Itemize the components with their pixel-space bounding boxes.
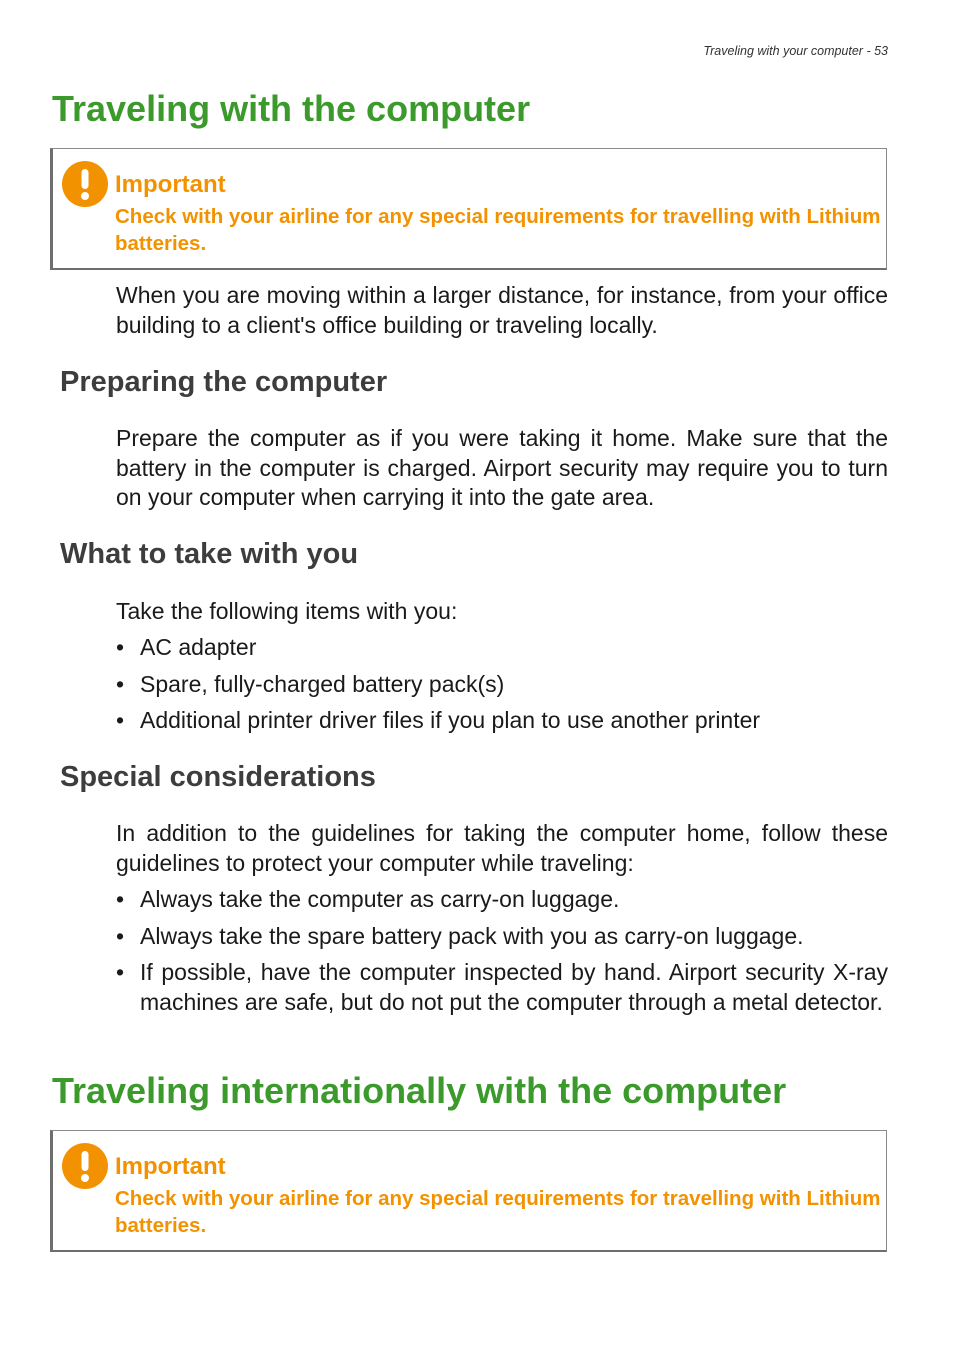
note-text: Check with your airline for any special requirements for travelling with Lithium batteries. (115, 205, 881, 255)
bullet: • (116, 707, 125, 733)
what-to-take-intro: Take the following items with you: (116, 598, 458, 624)
exclamation-icon (62, 161, 108, 207)
important-note (50, 148, 887, 270)
subheading-what-to-take: What to take with you (60, 538, 359, 570)
bullet: • (116, 634, 125, 660)
exclamation-icon (62, 1143, 108, 1189)
section-title-international: Traveling internationally with the computer (52, 1070, 787, 1111)
list-item: • Always take the spare battery pack with you as carry-on luggage. (116, 922, 888, 952)
subheading-preparing: Preparing the computer (60, 366, 388, 398)
list-item: • If possible, have the computer inspected by hand. Airport security X-ray machines are safe, but do not put the computer through a metal detector. (116, 959, 888, 1015)
bullet: • (116, 959, 125, 985)
bullet: • (116, 922, 125, 949)
note-title: Important (115, 171, 226, 198)
list-item: • AC adapter (116, 633, 888, 663)
list-item: • Always take the computer as carry-on luggage. (116, 885, 888, 915)
list-item: • Additional printer driver files if you plan to use another printer (116, 706, 888, 736)
preparing-paragraph: Prepare the computer as if you were taking it home. Make sure that the battery in the computer is charged. Airport security may require you to turn on your computer when carrying it into the gate area. (116, 425, 888, 510)
list-item: • Spare, fully-charged battery pack(s) (116, 670, 888, 700)
note-text: Check with your airline for any special requirements for travelling with Lithium batteries. (115, 1187, 881, 1237)
subheading-special: Special considerations (60, 761, 376, 793)
section-title-traveling: Traveling with the computer (52, 88, 531, 129)
bullet: • (116, 670, 125, 697)
running-header: Traveling with your computer - 53 (703, 44, 888, 58)
note-title: Important (115, 1153, 226, 1180)
special-intro: In addition to the guidelines for taking the computer home, follow these guidelines to protect your computer while traveling: (116, 820, 888, 876)
important-note-international (50, 1130, 887, 1252)
special-list (116, 885, 888, 1024)
intro-paragraph: When you are moving within a larger distance, for instance, from your office building to a client's office building or traveling locally. (116, 282, 888, 338)
bullet: • (116, 886, 125, 912)
what-to-take-list (116, 633, 888, 743)
